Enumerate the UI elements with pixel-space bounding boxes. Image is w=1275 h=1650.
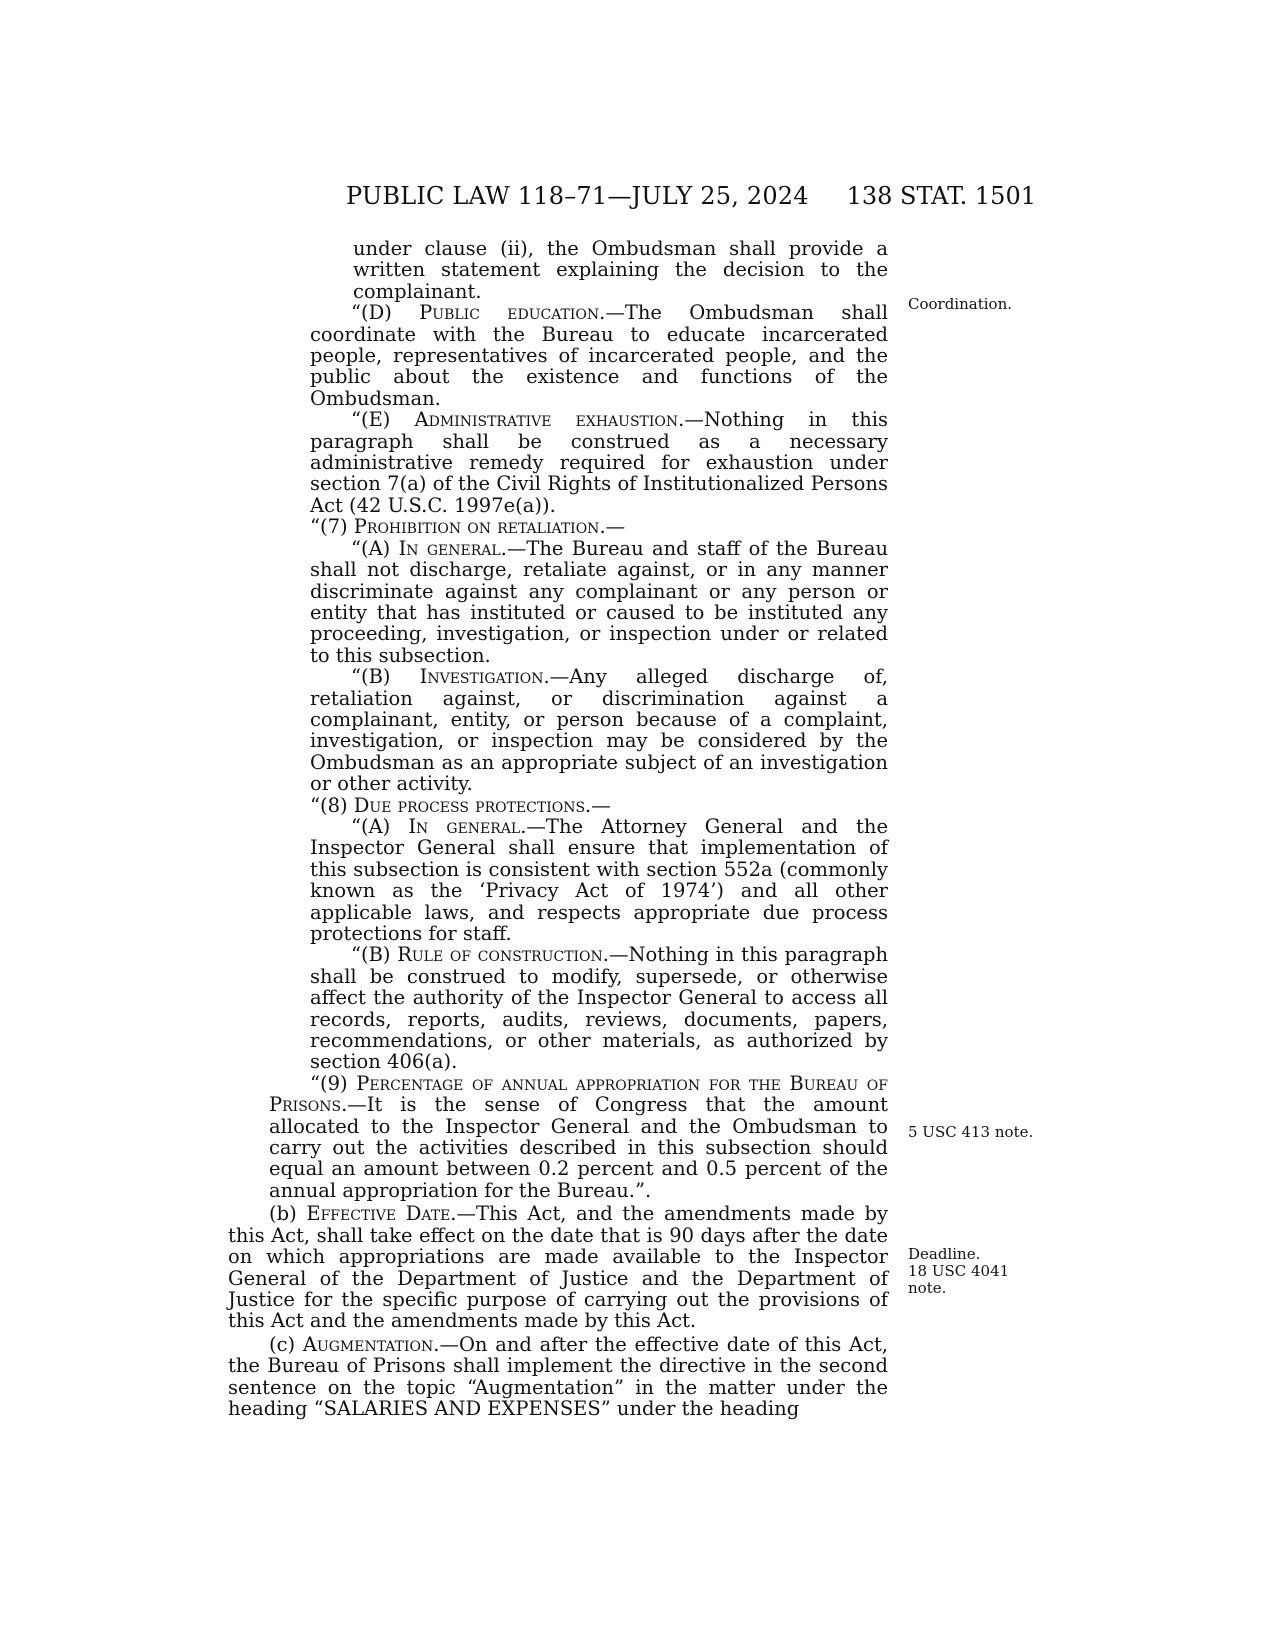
- subparagraph-e: “(E) Administrative exhaustion.—Nothing in this paragraph shall be construed as a necessary administrative remedy required for exhaustion under section 7(a) of the Civil Rights of Institutionalized Persons Act (42 U.S.C. 1997e(a)).: [310, 408, 888, 517]
- paragraph-continuation: under clause (ii), the Ombudsman shall provide a written statement explaining the decision to the complainant.: [353, 237, 888, 303]
- heading-public-education: Public education: [419, 301, 600, 325]
- heading-investigation: Investigation: [419, 665, 544, 689]
- subsection-c: (c) Augmentation.—On and after the effective date of this Act, the Bureau of Prisons shall implement the directive in the second sentence on the topic “Augmentation” in the matter under the heading “SALARIES AND EXPENSES” under the heading: [228, 1332, 888, 1420]
- heading-percentage-of-annual-appropriation: Percentage of annual appropriation for the Bureau of Prisons: [269, 1071, 888, 1117]
- subparagraph-7a: “(A) In general.—The Bureau and staff of the Bureau shall not discharge, retaliate against, or in any manner discriminate against any complainant or any person or entity that has instituted or caused to be instituted any proceeding, investigation, or inspection under or related to this subsection.: [310, 536, 889, 667]
- heading-prohibition-on-retaliation: Prohibition on retaliation: [353, 515, 600, 539]
- subsection-b: (b) Effective Date.—This Act, and the amendments made by this Act, shall take effect on the date that is 90 days after the date on which appropriations are made available to the Inspector General of the Department of Justice and the Department of Justice for the specific purpose of carrying out the provisions of this Act and the amendments made by this Act.: [228, 1202, 888, 1333]
- heading-effective-date: Effective Date: [306, 1202, 451, 1226]
- heading-due-process-protections: Due process protections: [353, 793, 586, 817]
- subparagraph-8b: “(B) Rule of construction.—Nothing in this paragraph shall be construed to modify, supersede, or otherwise affect the authority of the Inspector General to access all records, reports, audits, reviews, documents, papers, recommendations, or other materials, as authorized by section 406(a).: [310, 943, 888, 1074]
- margin-note-deadline: Deadline.: [908, 1245, 981, 1263]
- document-body: [228, 238, 888, 1419]
- subparagraph-8a: “(A) In general.—The Attorney General and the Inspector General shall ensure that implementation of this subsection is consistent with section 552a (commonly known as the ‘Privacy Act of 1974’) and all other applicable laws, and respects appropriate due process protections for staff.: [310, 814, 888, 945]
- page-header: [346, 182, 1036, 222]
- heading-in-general: In general: [398, 536, 501, 560]
- margin-note-note: note.: [908, 1279, 947, 1297]
- paragraph-8-heading: “(8) Due process protections.—: [310, 793, 611, 817]
- subparagraph-7b: “(B) Investigation.—Any alleged discharge of, retaliation against, or discrimination against a complainant, entity, or person because of a complaint, investigation, or inspection may be considered by the Ombudsman as an appropriate subject of an investigation or other activity.: [310, 665, 889, 796]
- heading-rule-of-construction: Rule of construction: [397, 943, 603, 967]
- paragraph-9: “(9) Percentage of annual appropriation for the Bureau of Prisons.—It is the sense of Congress that the amount allocated to the Inspector General and the Ombudsman to carry out the activities described in this subsection should equal an amount between 0.2 percent and 0.5 percent of the annual appropriation for the Bureau.”.: [269, 1071, 888, 1202]
- subparagraph-d: “(D) Public education.—The Ombudsman shall coordinate with the Bureau to educate incarcerated people, representatives of incarcerated people, and the public about the existence and functions of the Ombudsman.: [310, 301, 888, 410]
- heading-in-general: In general: [408, 814, 521, 838]
- paragraph-7-heading: “(7) Prohibition on retaliation.—: [310, 515, 626, 539]
- margin-note-18-usc-4041: 18 USC 4041: [908, 1262, 1010, 1280]
- heading-administrative-exhaustion: Administrative exhaustion: [414, 408, 679, 432]
- margin-note-5-usc-413: 5 USC 413 note.: [908, 1123, 1034, 1141]
- margin-note-coordination: Coordination.: [908, 295, 1012, 313]
- public-law-heading: PUBLIC LAW 118–71—JULY 25, 2024: [346, 182, 809, 210]
- heading-augmentation: Augmentation: [302, 1332, 434, 1356]
- statute-page-number: 138 STAT. 1501: [846, 182, 1036, 210]
